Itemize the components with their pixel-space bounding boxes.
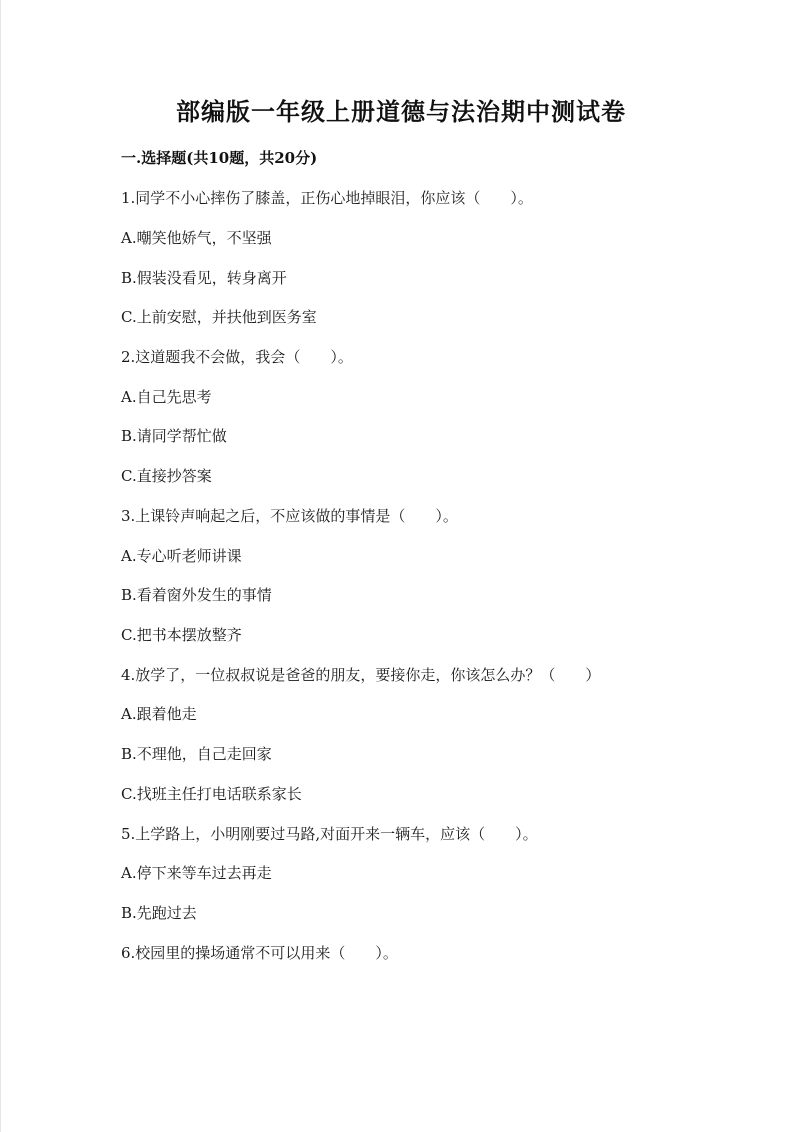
document-title: 部编版一年级上册道德与法治期中测试卷 [176,97,626,126]
answer-option: A.专心听老师讲课 [121,547,242,565]
question-stem: 5.上学路上，小明刚要过马路,对面开来一辆车，应该（ ）。 [121,825,538,843]
question-stem: 1.同学不小心摔伤了膝盖，正伤心地掉眼泪，你应该（ ）。 [121,189,533,207]
answer-option: B.不理他，自己走回家 [121,745,272,763]
question-stem: 2.这道题我不会做，我会（ ）。 [121,348,353,366]
question-stem: 6.校园里的操场通常不可以用来（ ）。 [121,944,398,962]
answer-option: C.找班主任打电话联系家长 [121,785,302,803]
answer-option: C.上前安慰，并扶他到医务室 [121,308,317,326]
answer-option: B.假装没看见，转身离开 [121,269,287,287]
section-heading: 一.选择题(共10题，共20分) [121,149,318,167]
question-stem: 3.上课铃声响起之后，不应该做的事情是（ ）。 [121,507,458,525]
question-stem: 4.放学了，一位叔叔说是爸爸的朋友，要接你走，你该怎么办？（ ） [121,666,601,684]
answer-option: B.请同学帮忙做 [121,427,227,445]
answer-option: B.先跑过去 [121,904,197,922]
answer-option: B.看着窗外发生的事情 [121,586,272,604]
answer-option: A.嘲笑他娇气，不坚强 [121,229,272,247]
answer-option: A.跟着他走 [121,705,197,723]
answer-option: C.直接抄答案 [121,467,212,485]
answer-option: A.自己先思考 [121,388,212,406]
answer-option: A.停下来等车过去再走 [121,864,272,882]
answer-option: C.把书本摆放整齐 [121,626,242,644]
